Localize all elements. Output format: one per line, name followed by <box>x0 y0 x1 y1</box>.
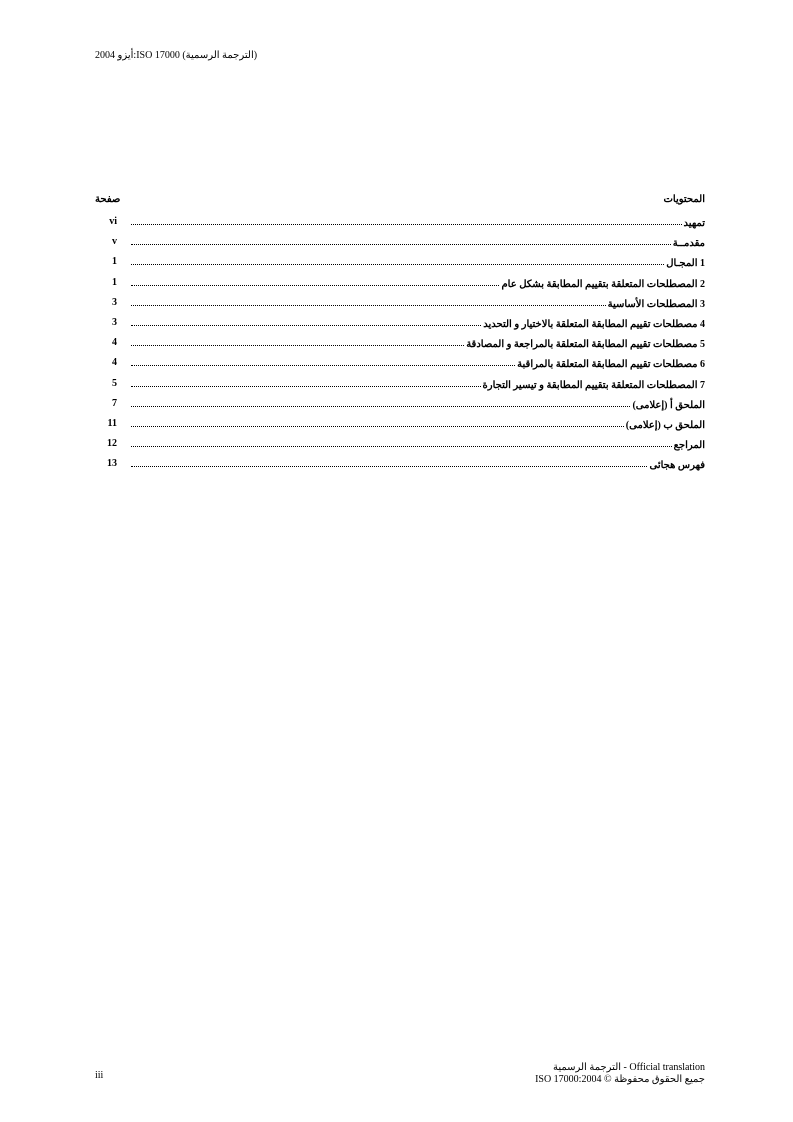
dot-leader <box>131 457 647 467</box>
dot-leader <box>131 276 499 286</box>
toc-entry[interactable] <box>95 418 705 438</box>
page-header <box>95 50 275 61</box>
toc-entry-label[interactable]: 7 المصطلحات المتعلقة بتقييم المطابقة و تيسير التجارة <box>482 379 705 391</box>
toc-header <box>95 194 705 208</box>
toc-entry[interactable] <box>95 357 705 377</box>
toc-page-number: 1 <box>112 256 117 268</box>
footer-rights-line: ISO 17000:2004 © جميع الحقوق محفوظة <box>535 1074 705 1085</box>
toc-entry[interactable] <box>95 236 705 256</box>
toc-entry-label[interactable]: 1 المجـال <box>666 258 705 270</box>
dot-leader <box>131 417 624 427</box>
footer-copyright <box>485 1062 705 1086</box>
toc-entry-label[interactable]: 2 المصطلحات المتعلقة بتقييم المطابقة بشكل عام <box>501 278 705 290</box>
toc-entry[interactable] <box>95 398 705 418</box>
toc-entry[interactable] <box>95 438 705 458</box>
toc-entry[interactable] <box>95 317 705 337</box>
toc-page-number: 4 <box>112 337 117 349</box>
toc-page-number: vi <box>109 216 117 227</box>
dot-leader <box>131 235 671 245</box>
toc-entry-label[interactable]: الملحق ب (إعلامى) <box>625 419 705 431</box>
toc-page-number: 4 <box>112 357 117 369</box>
toc-title: المحتويات <box>663 194 705 205</box>
dot-leader <box>131 437 672 447</box>
dot-leader <box>131 316 481 326</box>
table-of-contents <box>95 194 705 478</box>
toc-page-heading: صفحة <box>95 194 121 205</box>
toc-entry[interactable] <box>95 297 705 317</box>
toc-entry-label[interactable]: 4 مصطلحات تقييم المطابقة المتعلقة بالاختيار و التحديد <box>483 318 705 330</box>
dot-leader <box>131 215 682 225</box>
dot-leader <box>131 336 464 346</box>
toc-page-number: 11 <box>107 417 117 429</box>
toc-page-number: 13 <box>107 458 117 470</box>
header-text: أيزو 2004:ISO 17000 (الترجمة الرسمية) <box>95 50 258 61</box>
dot-leader <box>131 397 630 407</box>
toc-entry-label[interactable]: 5 مصطلحات تقييم المطابقة المتعلقة بالمراجعة و المصادقة <box>466 339 705 351</box>
toc-entry-label[interactable]: الملحق أ (إعلامى) <box>632 399 705 411</box>
toc-entry-label[interactable]: مقدمــة <box>672 238 705 250</box>
toc-page-number: 3 <box>112 316 117 328</box>
dot-leader <box>131 296 606 306</box>
toc-page-number: 5 <box>112 377 117 389</box>
dot-leader <box>131 356 515 366</box>
toc-entry[interactable] <box>95 256 705 276</box>
toc-entry-label[interactable]: 3 المصطلحات الأساسية <box>607 298 705 310</box>
toc-page-number: 7 <box>112 397 117 409</box>
footer-page-number: iii <box>95 1070 104 1081</box>
toc-entry[interactable] <box>95 458 705 478</box>
toc-entry[interactable] <box>95 277 705 297</box>
toc-entry-label[interactable]: تمهيد <box>683 218 705 229</box>
toc-page-number: v <box>112 236 117 248</box>
toc-page-number: 3 <box>112 296 117 308</box>
toc-entry[interactable] <box>95 216 705 236</box>
footer-translation-line: الترجمة الرسمية - Official translation <box>552 1062 705 1073</box>
toc-entry-label[interactable]: 6 مصطلحات تقييم المطابقة المتعلقة بالمراقبة <box>517 359 705 371</box>
dot-leader <box>131 255 664 265</box>
dot-leader <box>131 377 481 387</box>
toc-entry-label[interactable]: فهرس هجائى <box>649 460 705 472</box>
toc-entry-label[interactable]: المراجع <box>673 440 705 452</box>
toc-entry[interactable] <box>95 337 705 357</box>
toc-entry[interactable] <box>95 378 705 398</box>
toc-page-number: 12 <box>107 438 117 450</box>
toc-page-number: 1 <box>112 276 117 288</box>
